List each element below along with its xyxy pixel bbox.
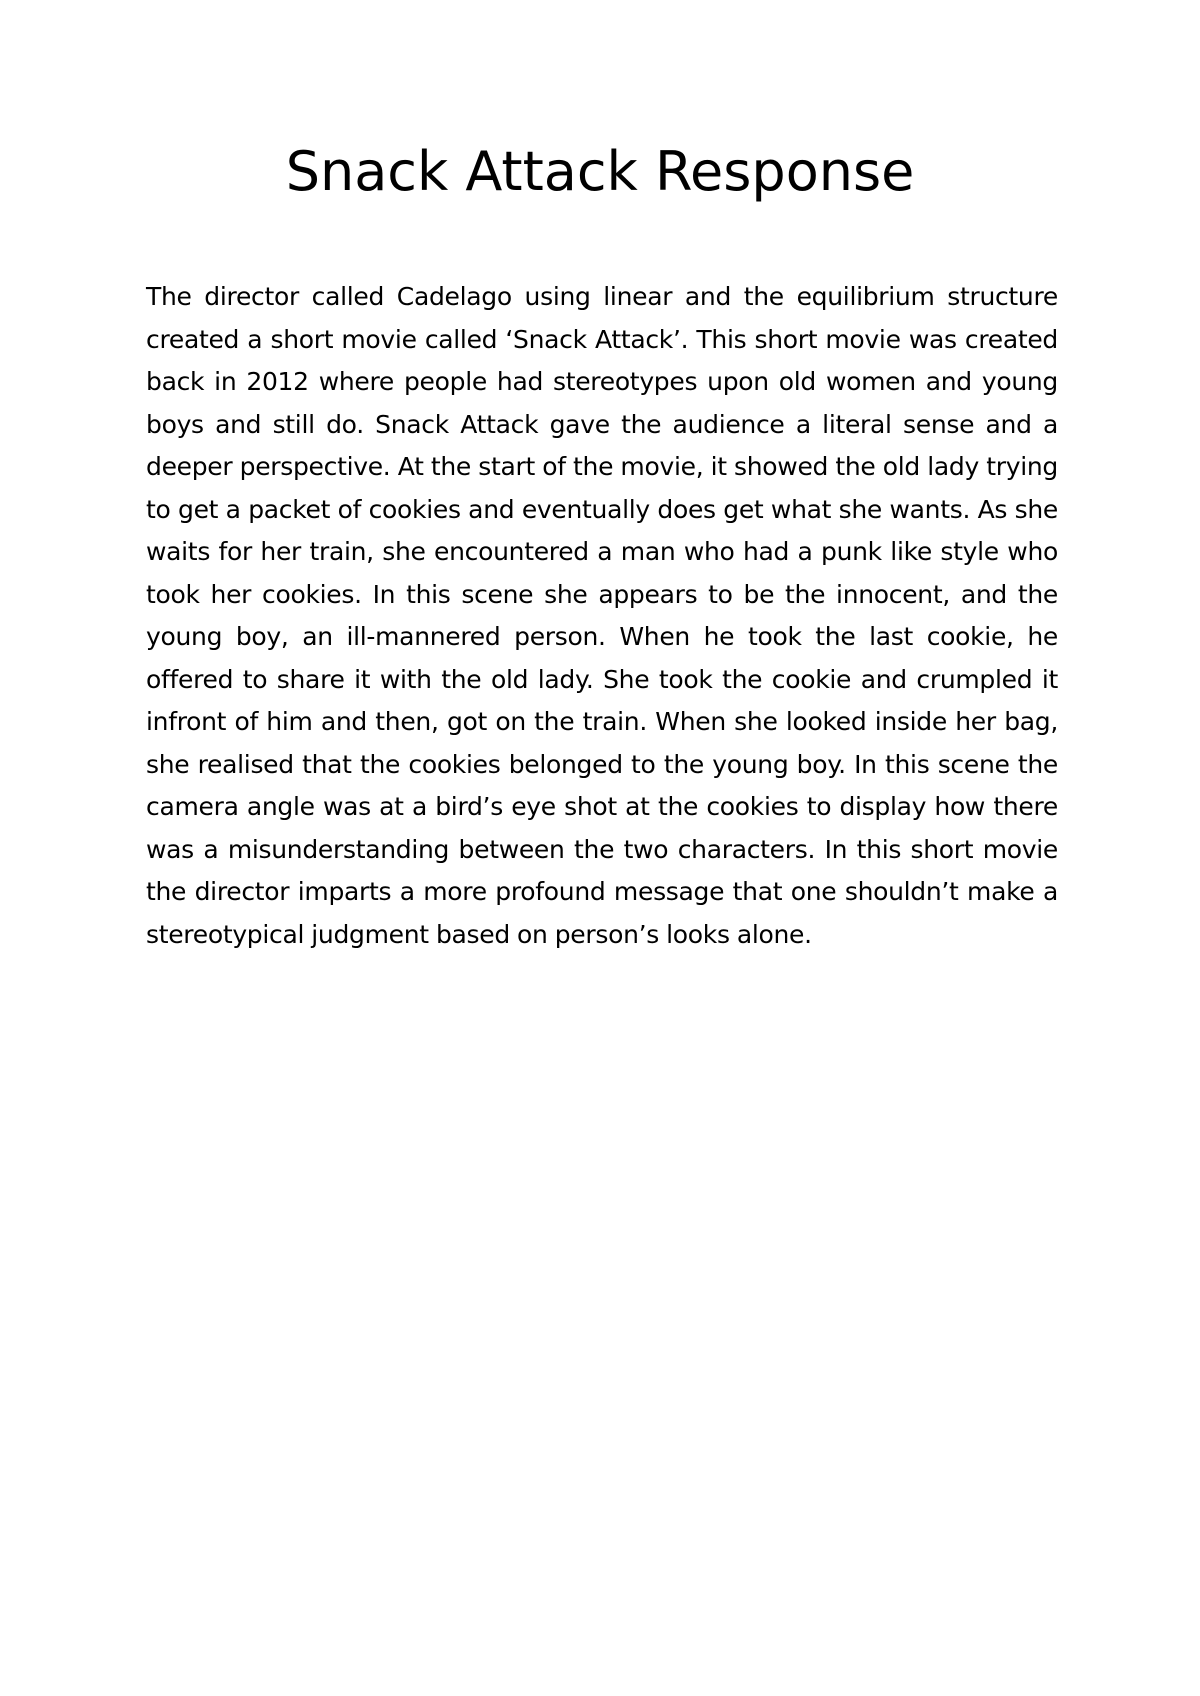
document-body-paragraph: The director called Cadelago using linear and the equilibrium structure created a short movie called ‘Snack Attack’. This short movie was created back in 2012 where people had stereotypes upon old women and young boys and still do. Snack Attack gave the audience a literal sense and a deeper perspective. At the start of the movie, it showed the old lady trying to get a packet of cookies and eventually does get what she wants. As she waits for her train, she encountered a man who had a punk like style who took her cookies. In this scene she appears to be the innocent, and the young boy, an ill-mannered person. When he took the last cookie, he offered to share it with the old lady. She took the cookie and crumpled it infront of him and then, got on the train. When she looked inside her bag, she realised that the cookies belonged to the young boy. In this scene the camera angle was at a bird’s eye shot at the cookies to display how there was a misunderstanding between the two characters. In this short movie the director imparts a more profound message that one shouldn’t make a stereotypical judgment based on person’s looks alone. [146, 282, 1058, 949]
document-title: Snack Attack Response [285, 140, 915, 203]
